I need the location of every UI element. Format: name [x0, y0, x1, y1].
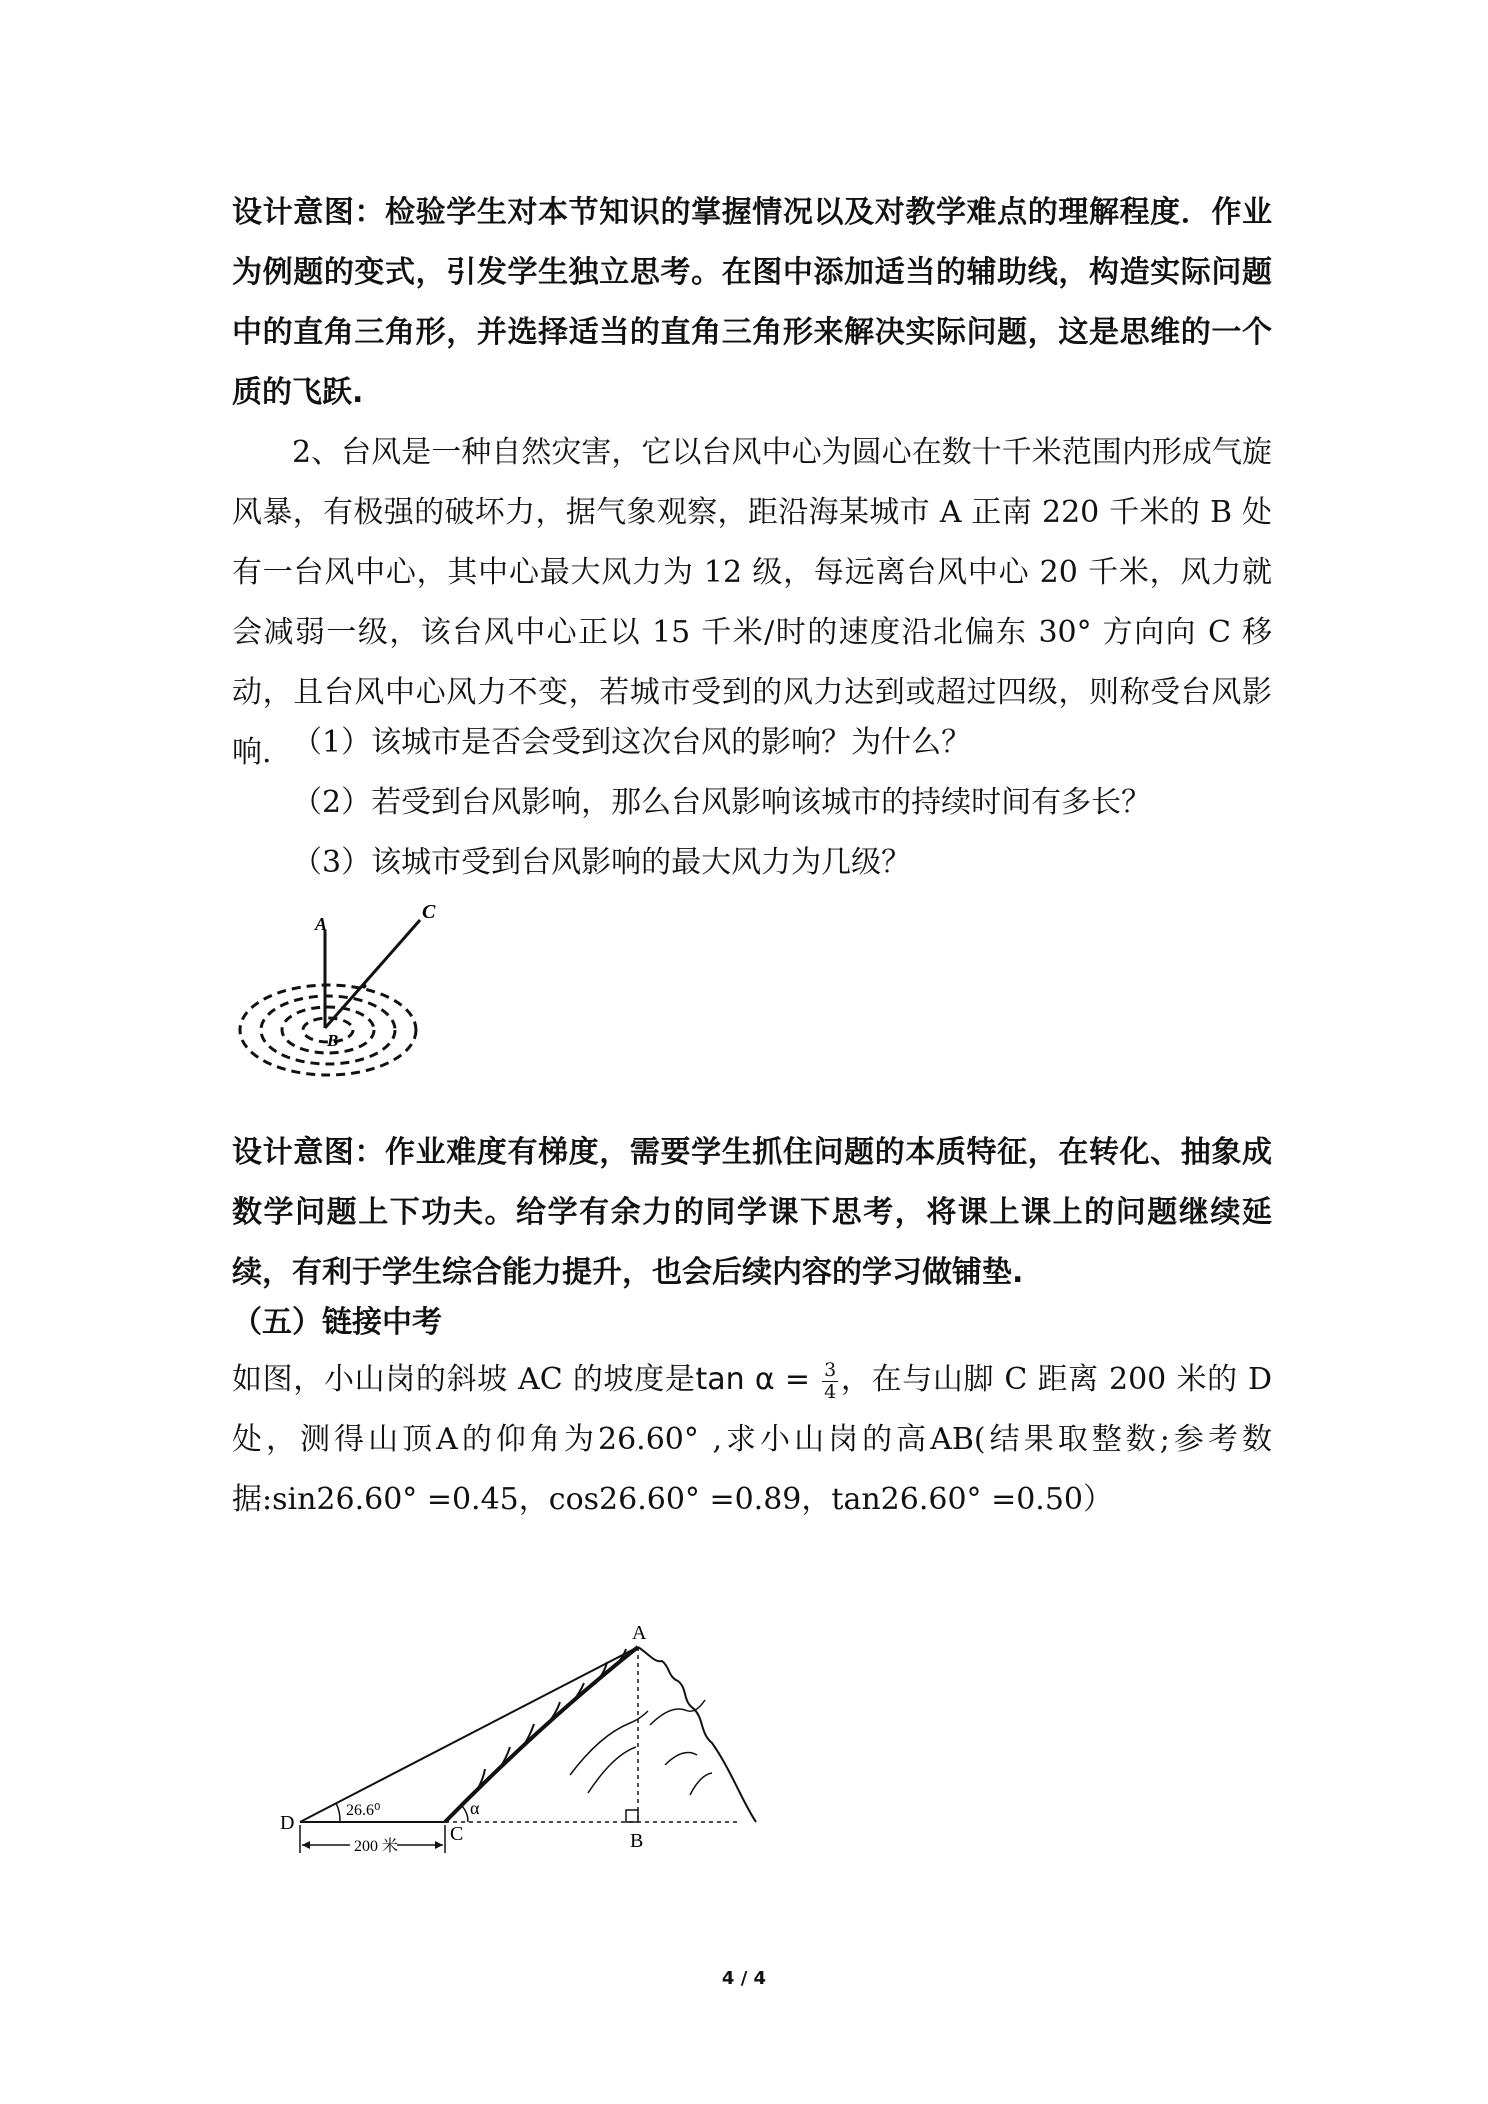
label-distance: 200 米	[354, 1838, 399, 1855]
typhoon-figure	[230, 900, 436, 1080]
problem-2-question-3: （3）该城市受到台风影响的最大风力为几级？	[292, 845, 912, 880]
angle-d-arc	[336, 1803, 340, 1822]
mountain-ridges	[570, 1700, 712, 1795]
path-point	[362, 984, 367, 989]
problem-2-question-2: （2）若受到台风影响，那么台风影响该城市的持续时间有多长？	[292, 785, 1152, 820]
label-angle: 26.6⁰	[346, 1802, 381, 1819]
slope-fraction	[822, 1360, 838, 1403]
line-bc	[325, 920, 420, 1028]
tan-expression: tan α =	[695, 1362, 821, 1397]
label-c: C	[450, 1823, 464, 1845]
problem-2-question-1: （1）该城市是否会受到这次台风的影响？为什么？	[292, 725, 972, 760]
problem-3-text	[232, 1350, 1272, 1530]
label-d: D	[280, 1812, 295, 1834]
label-b: B	[327, 1031, 339, 1050]
section-heading: （五）链接中考	[232, 1305, 442, 1340]
hill-figure	[270, 1615, 770, 1865]
label-a: A	[315, 914, 328, 934]
label-a: A	[632, 1622, 647, 1644]
dim-arrow-left	[302, 1841, 310, 1849]
fraction-denominator: 4	[824, 1380, 837, 1403]
dim-arrow-right	[435, 1841, 443, 1849]
right-angle-mark	[626, 1810, 638, 1822]
label-b: B	[630, 1830, 644, 1852]
wind-circle-outer	[240, 985, 416, 1075]
design-intent-1: 设计意图：检验学生对本节知识的掌握情况以及对教学难点的理解程度．作业为例题的变式，引发学生独立思考。在图中添加适当的辅助线，构造实际问题中的直角三角形，并选择适当的直角三角形来解决实际问题，这是思维的一个质的飞跃.	[232, 195, 1272, 410]
page-number: 4 / 4	[721, 1968, 767, 1989]
label-alpha: α	[470, 1798, 480, 1818]
mountain-outline	[638, 1647, 756, 1822]
fraction-numerator: 3	[824, 1358, 837, 1381]
problem-3-part2: ，在与山脚 C 距离 200 米的 D 处，测得山顶A的仰角为26.60° ,求小山岗的高AB(结果取整数;参考数据:sin26.60° =0.45，cos26.60° =0.89，tan26.60° =0.50）	[232, 1362, 1272, 1517]
problem-3-part1: 如图，小山岗的斜坡 AC 的坡度是	[232, 1362, 696, 1397]
problem-2-text: 2、台风是一种自然灾害，它以台风中心为圆心在数十千米范围内形成气旋风暴，有极强的破坏力，据气象观察，距沿海某城市 A 正南 220 千米的 B 处有一台风中心，其中心最大风力为 12 级，每远离台风中心 20 千米，风力就会减弱一级，该台风中心正以 15 千米/时的速度沿北偏东 30° 方向向 C 移动，且台风中心风力不变，若城市受到的风力达到或超过四级，则称受台风影响.	[232, 435, 1272, 770]
design-intent-2: 设计意图：作业难度有梯度，需要学生抓住问题的本质特征，在转化、抽象成数学问题上下功夫。给学有余力的同学课下思考，将课上课上的问题继续延续，有利于学生综合能力提升，也会后续内容的学习做铺垫.	[232, 1135, 1272, 1290]
label-c: C	[422, 901, 436, 923]
